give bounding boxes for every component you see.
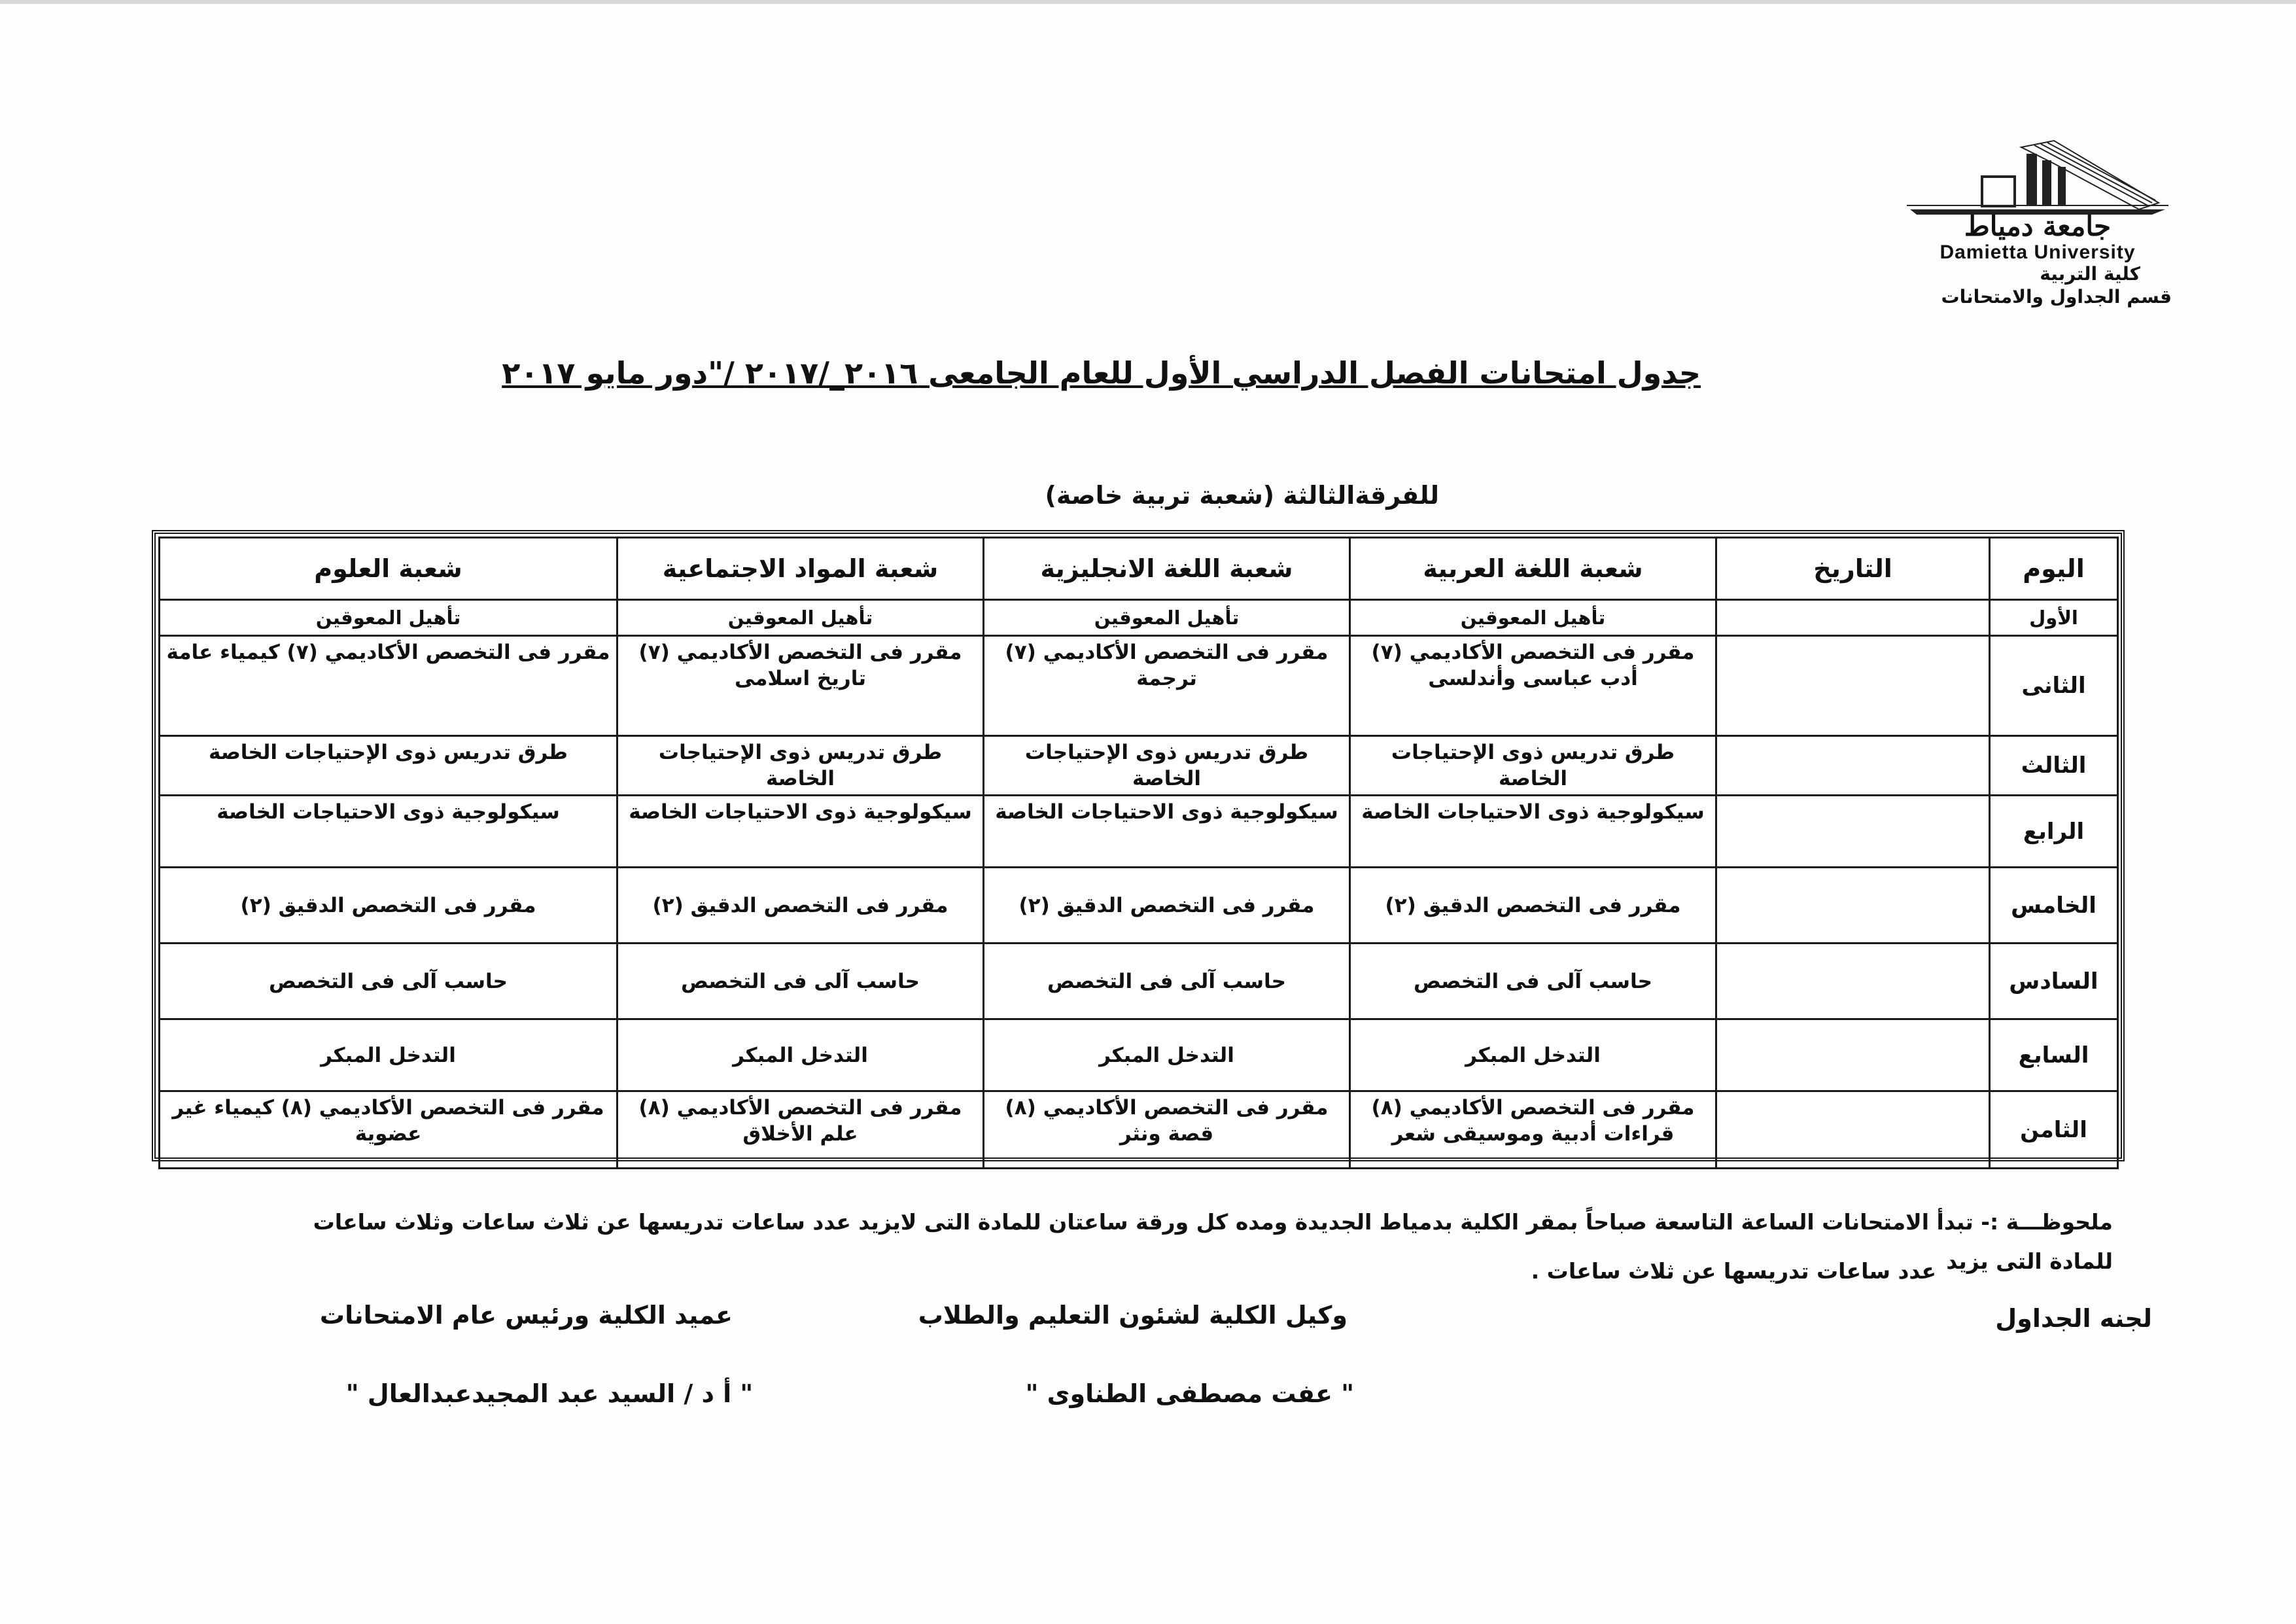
table-row [160,1019,2118,1091]
signature-committee: لجنه الجداول [1995,1304,2152,1333]
page-title: جدول امتحانات الفصل الدراسي الأول للعام الجامعى ٢٠١٦_/٢٠١٧ /"دور مايو ٢٠١٧ [502,355,1701,391]
date-cell [1716,1019,1990,1091]
university-building-logo-icon [1904,137,2172,216]
exam-schedule-frame [152,530,2125,1161]
faculty-name: كلية التربية [2040,263,2140,285]
science-cell: سيكولوجية ذوى الاحتياجات الخاصة [160,796,617,868]
science-cell: مقرر فى التخصص الأكاديمي (٧) كيمياء عامة [160,636,617,736]
english-cell: مقرر فى التخصص الدقيق (٢) [984,868,1350,944]
table-header-row [160,538,2118,600]
social-cell: حاسب آلى فى التخصص [617,944,984,1019]
science-cell: التدخل المبكر [160,1019,617,1091]
signature-dean-name: " أ د / السيد عبد المجيدعبدالعال " [345,1379,754,1408]
exam-schedule-table [158,537,2119,1169]
date-cell [1716,600,1990,636]
english-cell: مقرر فى التخصص الأكاديمي (٧) ترجمة [984,636,1350,736]
date-cell [1716,868,1990,944]
header-arabic: شعبة اللغة العربية [1350,538,1716,600]
header-science: شعبة العلوم [160,538,617,600]
table-row [160,736,2118,796]
header-date: التاريخ [1716,538,1990,600]
note-text: تبدأ الامتحانات الساعة التاسعة صباحاً بمقر الكلية بدمياط الجديدة ومده كل ورقة ساعتان للمادة التى لايزيد عدد ساعات تدريسها عن ثلاث ساعات وثلاث ساعات للمادة التى يزيد [313,1209,2113,1274]
date-cell [1716,796,1990,868]
social-cell: مقرر فى التخصص الأكاديمي (٨) علم الأخلاق [617,1091,984,1169]
day-cell: الرابع [1990,796,2118,868]
table-row [160,600,2118,636]
science-cell: حاسب آلى فى التخصص [160,944,617,1019]
table-row [160,1091,2118,1169]
english-cell: سيكولوجية ذوى الاحتياجات الخاصة [984,796,1350,868]
day-cell: الأول [1990,600,2118,636]
social-cell: تأهيل المعوقين [617,600,984,636]
arabic-cell: سيكولوجية ذوى الاحتياجات الخاصة [1350,796,1716,868]
social-cell: سيكولوجية ذوى الاحتياجات الخاصة [617,796,984,868]
english-cell: تأهيل المعوقين [984,600,1350,636]
arabic-cell: مقرر فى التخصص الدقيق (٢) [1350,868,1716,944]
science-cell: مقرر فى التخصص الأكاديمي (٨) كيمياء غير عضوية [160,1091,617,1169]
science-cell: مقرر فى التخصص الدقيق (٢) [160,868,617,944]
date-cell [1716,736,1990,796]
day-cell: الثانى [1990,636,2118,736]
day-cell: السادس [1990,944,2118,1019]
header-social: شعبة المواد الاجتماعية [617,538,984,600]
day-cell: السابع [1990,1019,2118,1091]
table-row [160,868,2118,944]
arabic-cell: طرق تدريس ذوى الإحتياجات الخاصة [1350,736,1716,796]
science-cell: تأهيل المعوقين [160,600,617,636]
arabic-cell: تأهيل المعوقين [1350,600,1716,636]
day-cell: الثامن [1990,1091,2118,1169]
science-cell: طرق تدريس ذوى الإحتياجات الخاصة [160,736,617,796]
arabic-cell: حاسب آلى فى التخصص [1350,944,1716,1019]
note-label: ملحوظـــة :- [1981,1209,2113,1235]
page-subtitle: للفرقةالثالثة (شعبة تربية خاصة) [1045,481,1439,510]
social-cell: التدخل المبكر [617,1019,984,1091]
social-cell: مقرر فى التخصص الدقيق (٢) [617,868,984,944]
table-row [160,796,2118,868]
department-name: قسم الجداول والامتحانات [1941,286,2172,308]
table-row [160,944,2118,1019]
header-english: شعبة اللغة الانجليزية [984,538,1350,600]
date-cell [1716,636,1990,736]
note-continuation: عدد ساعات تدريسها عن ثلاث ساعات . [1531,1258,1936,1284]
university-name-arabic: جامعة دمياط [1964,210,2112,242]
social-cell: طرق تدريس ذوى الإحتياجات الخاصة [617,736,984,796]
university-name-english: Damietta University [1939,241,2136,263]
arabic-cell: مقرر فى التخصص الأكاديمي (٨) قراءات أدبية وموسيقى شعر [1350,1091,1716,1169]
signature-vice-dean-title: وكيل الكلية لشئون التعليم والطلاب [918,1301,1348,1330]
english-cell: حاسب آلى فى التخصص [984,944,1350,1019]
day-cell: الثالث [1990,736,2118,796]
table-row [160,636,2118,736]
english-cell: مقرر فى التخصص الأكاديمي (٨) قصة ونثر [984,1091,1350,1169]
arabic-cell: مقرر فى التخصص الأكاديمي (٧) أدب عباسى وأندلسى [1350,636,1716,736]
english-cell: التدخل المبكر [984,1019,1350,1091]
signature-vice-dean-name: " عفت مصطفى الطناوى " [1025,1379,1354,1408]
arabic-cell: التدخل المبكر [1350,1019,1716,1091]
university-logo-block [1897,134,2185,317]
english-cell: طرق تدريس ذوى الإحتياجات الخاصة [984,736,1350,796]
scan-top-edge [0,0,2296,4]
day-cell: الخامس [1990,868,2118,944]
signature-dean-title: عميد الكلية ورئيس عام الامتحانات [319,1301,733,1330]
date-cell [1716,1091,1990,1169]
social-cell: مقرر فى التخصص الأكاديمي (٧) تاريخ اسلامى [617,636,984,736]
date-cell [1716,944,1990,1019]
header-day: اليوم [1990,538,2118,600]
